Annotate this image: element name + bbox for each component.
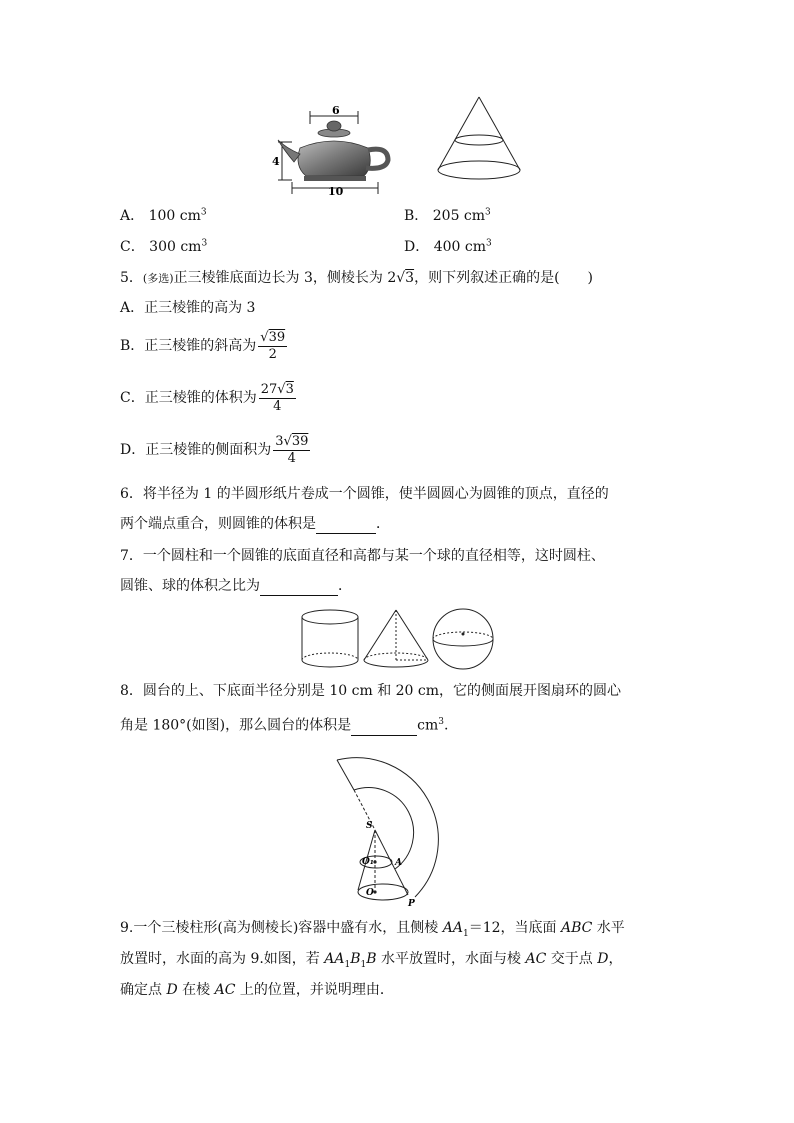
cone-figure: [434, 94, 524, 184]
q5-stem: 5．(多选)正三棱锥底面边长为 3，侧棱长为 2√3，则下列叙述正确的是( ): [120, 270, 594, 286]
label-O: O: [366, 888, 374, 898]
label-S: S: [366, 821, 373, 831]
q7-line1: 7．一个圆柱和一个圆锥的底面直径和高都与某一个球的直径相等，这时圆柱、: [120, 548, 605, 564]
teapot-figure: [270, 104, 410, 196]
q4-option-a: A． 100 $cm^3$: [120, 207, 207, 224]
q8-line2: 角是 180°(如图)，那么圆台的体积是 $cm^3$.: [120, 717, 449, 734]
q4-option-b: B． 205 $cm^3$: [404, 207, 491, 224]
dim-bottom-label: 10: [328, 185, 344, 198]
q5-option-b: B．正三棱锥的斜高为 $\frac{√39}{2}$: [120, 329, 286, 362]
dim-side-label: 4: [272, 155, 280, 168]
q6-answer-blank: [316, 517, 376, 534]
q6-line1: 6．将半径为 1 的半圆形纸片卷成一个圆锥，使半圆圆心为圆锥的顶点，直径的: [120, 486, 609, 502]
cylinder-cone-sphere-figure: [300, 608, 496, 670]
q9-line3: 确定点 D 在棱 AC 上的位置，并说明理由．: [120, 982, 394, 998]
label-P: P: [408, 899, 415, 909]
q4-option-d: D． 400 $cm^3$: [404, 238, 492, 255]
dim-top-label: 6: [332, 104, 340, 117]
q5-option-c: C．正三棱锥的体积为 $\frac{27√3}{4}$: [120, 381, 294, 414]
q7-answer-blank: [260, 579, 338, 596]
q6-line2: 两个端点重合，则圆锥的体积是 ．: [120, 516, 390, 532]
q7-line2: 圆锥、球的体积之比为 ．: [120, 578, 352, 594]
label-O1: O₁: [362, 857, 374, 867]
q4-option-c: C． 300 $cm^3$: [120, 238, 208, 255]
q8-line1: 8．圆台的上、下底面半径分别是 10 cm 和 20 cm，它的侧面展开图扇环的圆心: [120, 683, 622, 699]
label-A: A: [395, 858, 402, 868]
q5-option-d: D．正三棱锥的侧面积为 $\frac{3√39}{4}$: [120, 433, 309, 466]
sector-ring-figure: [340, 740, 470, 910]
q9-line1: 9.一个三棱柱形(高为侧棱长)容器中盛有水，且侧棱 $AA_1=12$，当底面 ABC 水平: [120, 920, 625, 939]
q8-answer-blank: [351, 719, 417, 736]
q5-option-a: A．正三棱锥的高为 3: [120, 300, 256, 316]
q9-line2: 放置时，水面的高为 9.如图，若 $AA_1B_1B$ 水平放置时，水面与棱 AC 交于点 D，: [120, 951, 623, 970]
